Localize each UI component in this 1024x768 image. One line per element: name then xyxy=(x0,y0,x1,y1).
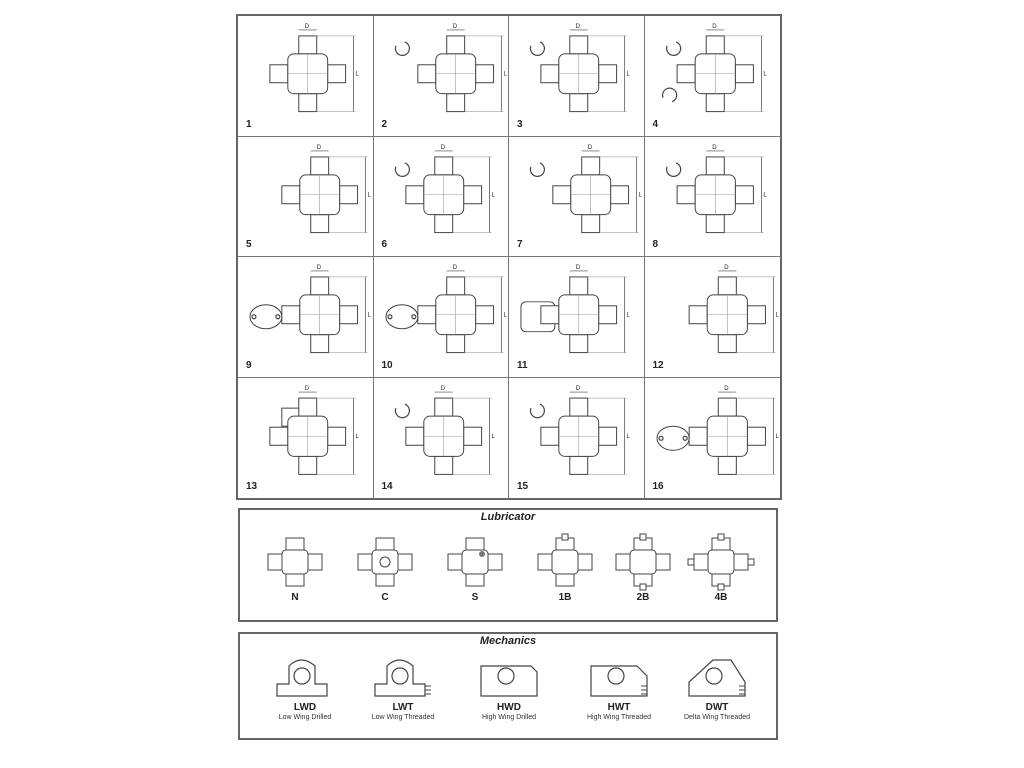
universal-joint-drawing xyxy=(645,257,781,377)
lubricator-code: C xyxy=(381,592,389,603)
joint-type-4 xyxy=(645,16,781,137)
joint-type-number: 4 xyxy=(652,118,659,130)
universal-joint-drawing xyxy=(374,257,509,377)
dim-label-d: D xyxy=(452,23,457,30)
dim-label-d: D xyxy=(711,144,717,151)
dim-label-l: L xyxy=(355,71,359,78)
dim-label-l: L xyxy=(626,312,630,319)
joint-type-8 xyxy=(645,137,781,258)
joint-type-3 xyxy=(509,16,645,137)
universal-joint-drawing xyxy=(238,16,373,136)
joint-type-number: 11 xyxy=(517,359,528,371)
joint-type-12 xyxy=(645,257,781,378)
dim-label-l: L xyxy=(503,312,507,319)
lubricator-drawing xyxy=(260,532,330,592)
joint-type-14 xyxy=(374,378,510,499)
mechanics-drawing xyxy=(369,652,437,702)
dim-label-d: D xyxy=(316,144,322,151)
lubricator-s xyxy=(440,532,510,603)
universal-joint-types-grid xyxy=(236,14,782,500)
mechanics-drawing xyxy=(683,652,751,702)
dim-label-l: L xyxy=(491,433,495,440)
joint-type-number: 6 xyxy=(381,239,388,250)
joint-type-1 xyxy=(238,16,374,137)
dim-label-l: L xyxy=(774,312,779,319)
joint-type-number: 14 xyxy=(381,481,393,492)
joint-type-number: 5 xyxy=(246,239,252,250)
mechanics-drawing xyxy=(271,652,339,702)
dim-label-d: D xyxy=(452,264,457,271)
joint-type-11 xyxy=(509,257,645,378)
dim-label-d: D xyxy=(440,144,445,151)
lubricator-code: 4B xyxy=(714,592,728,603)
universal-joint-drawing xyxy=(645,16,781,136)
universal-joint-drawing xyxy=(238,137,373,257)
universal-joint-drawing xyxy=(645,378,781,499)
mechanics-code: LWD xyxy=(293,702,317,713)
dim-label-l: L xyxy=(762,192,767,199)
joint-type-number: 2 xyxy=(381,118,388,130)
joint-type-7 xyxy=(509,137,645,258)
mechanics-hwt xyxy=(576,652,662,721)
dim-label-l: L xyxy=(503,71,507,78)
dim-label-l: L xyxy=(367,192,371,199)
dim-label-d: D xyxy=(575,385,581,392)
dim-label-d: D xyxy=(440,385,445,392)
mechanics-code: HWT xyxy=(607,702,631,713)
mechanics-description: High Wing Drilled xyxy=(481,714,537,721)
dim-label-l: L xyxy=(774,433,779,440)
joint-type-number: 3 xyxy=(517,118,523,130)
mechanics-code: LWT xyxy=(392,702,414,713)
joint-type-number: 15 xyxy=(517,481,529,492)
universal-joint-drawing xyxy=(509,257,644,377)
universal-joint-drawing xyxy=(509,378,644,499)
joint-type-16 xyxy=(645,378,781,499)
dim-label-d: D xyxy=(316,264,322,271)
dim-label-l: L xyxy=(638,192,642,199)
joint-type-number: 9 xyxy=(246,359,252,371)
dim-label-d: D xyxy=(575,264,581,271)
mechanics-dwt xyxy=(674,652,760,721)
lubricator-code: 1B xyxy=(558,592,572,603)
mechanics-description: Delta Wing Threaded xyxy=(683,714,751,721)
dim-label-l: L xyxy=(491,192,495,199)
mechanics-code: DWT xyxy=(705,702,729,713)
joint-type-number: 8 xyxy=(652,239,659,250)
dim-label-l: L xyxy=(626,433,630,440)
universal-joint-drawing xyxy=(374,378,509,499)
dim-label-l: L xyxy=(762,71,767,78)
mechanics-description: Low Wing Drilled xyxy=(278,714,332,721)
joint-type-9 xyxy=(238,257,374,378)
universal-joint-drawing xyxy=(238,378,373,499)
lubricator-panel xyxy=(238,508,778,622)
lubricator-title: Lubricator xyxy=(480,511,536,523)
joint-type-number: 13 xyxy=(246,481,258,492)
universal-joint-drawing xyxy=(645,137,781,257)
joint-type-number: 10 xyxy=(381,359,393,371)
lubricator-drawing xyxy=(350,532,420,592)
dim-label-d: D xyxy=(575,23,581,30)
dim-label-l: L xyxy=(355,433,359,440)
joint-type-number: 12 xyxy=(652,359,664,371)
dim-label-d: D xyxy=(304,385,310,392)
joint-type-number: 16 xyxy=(652,481,664,492)
dim-label-d: D xyxy=(711,23,717,30)
mechanics-lwd xyxy=(262,652,348,721)
joint-type-6 xyxy=(374,137,510,258)
mechanics-panel xyxy=(238,632,778,740)
joint-type-10 xyxy=(374,257,510,378)
mechanics-drawing xyxy=(585,652,653,702)
joint-type-number: 7 xyxy=(517,239,523,250)
joint-type-number: 1 xyxy=(246,118,252,130)
lubricator-n xyxy=(260,532,330,603)
lubricator-c xyxy=(350,532,420,603)
dim-label-d: D xyxy=(723,385,729,392)
mechanics-description: High Wing Threaded xyxy=(586,714,652,721)
lubricator-drawing xyxy=(530,532,600,592)
dim-label-d: D xyxy=(723,264,729,271)
lubricator-drawing xyxy=(686,532,756,592)
lubricator-2b xyxy=(608,532,678,603)
joint-type-2 xyxy=(374,16,510,137)
universal-joint-drawing xyxy=(509,137,644,257)
lubricator-code: N xyxy=(291,592,299,603)
lubricator-4b xyxy=(686,532,756,603)
dim-label-d: D xyxy=(304,23,310,30)
joint-type-13 xyxy=(238,378,374,499)
mechanics-hwd xyxy=(466,652,552,721)
dim-label-l: L xyxy=(367,312,371,319)
lubricator-drawing xyxy=(440,532,510,592)
mechanics-code: HWD xyxy=(497,702,521,713)
universal-joint-drawing xyxy=(238,257,373,377)
mechanics-title: Mechanics xyxy=(479,635,537,647)
mechanics-lwt xyxy=(360,652,446,721)
joint-type-15 xyxy=(509,378,645,499)
mechanics-drawing xyxy=(475,652,543,702)
lubricator-drawing xyxy=(608,532,678,592)
dim-label-d: D xyxy=(587,144,593,151)
universal-joint-drawing xyxy=(374,137,509,257)
dim-label-l: L xyxy=(626,71,630,78)
lubricator-code: 2B xyxy=(636,592,650,603)
universal-joint-drawing xyxy=(509,16,644,136)
joint-type-5 xyxy=(238,137,374,258)
lubricator-code: S xyxy=(471,592,479,603)
universal-joint-drawing xyxy=(374,16,509,136)
lubricator-1b xyxy=(530,532,600,603)
mechanics-description: Low Wing Threaded xyxy=(371,714,435,721)
